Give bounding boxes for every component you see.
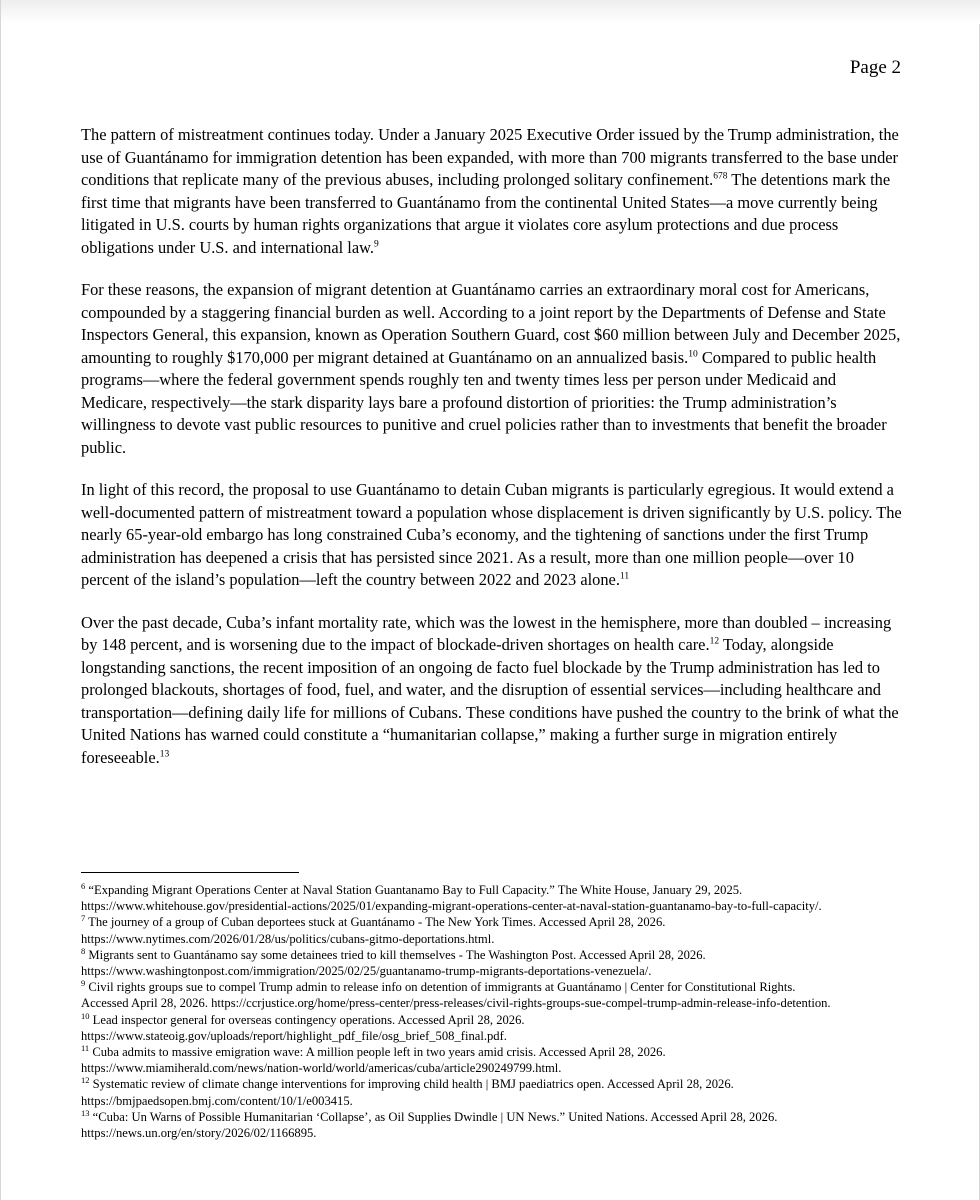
body-text [81, 124, 903, 789]
paragraph [81, 279, 903, 459]
footnote-link[interactable]: https://www.nytimes.com/2026/01/28/us/politics/cubans-gitmo-deportations.html. [81, 931, 495, 946]
footnote-ref[interactable]: 13 [159, 749, 170, 760]
footnote-link[interactable]: https://news.un.org/en/story/2026/02/1166895. [81, 1126, 317, 1141]
footnote-ref[interactable]: 10 [688, 349, 698, 360]
footnote [81, 1109, 911, 1141]
paragraph-text: The pattern of mistreatment continues today. Under a January 2025 Executive Order issued by the Trump administration, the use of Guantánamo for immigration detention has been expanded, with more than 700 migrants transferred to the base under conditions that replicate many of the previous abuses, including prolonged solitary confinement. [81, 125, 899, 189]
footnote-text: Civil rights groups sue to compel Trump admin to release info on detention of immigrants at Guantánamo | Center for Constitutional Rights. [88, 980, 796, 995]
footnote-text: The journey of a group of Cuban deportees stuck at Guantánamo - The New York Times. Accessed April 28, 2026. [88, 915, 666, 930]
paragraph-text: The detentions mark the first time that migrants have been transferred to Guantánamo from the continental United States—a move currently being litigated in U.S. courts by human rights organizations that argue it violates core asylum protections and due process obligations under U.S. and international law. [81, 170, 891, 257]
footnote-text: Lead inspector general for overseas contingency operations. Accessed April 28, 2026. [92, 1012, 525, 1027]
paragraph-text: Over the past decade, Cuba’s infant mortality rate, which was the lowest in the hemisphere, more than doubled – increasing by 148 percent, and is worsening due to the impact of blockade-driven shortages on health care. [81, 612, 892, 654]
footnote-separator [81, 872, 299, 873]
paragraph-text: For these reasons, the expansion of migrant detention at Guantánamo carries an extraordinary moral cost for Americans, compounded by a staggering financial burden as well. According to a joint report by the Departments of Defense and State Inspectors General, this expansion, known as Operation Southern Guard, cost $60 million between July and December 2025, amounting to roughly $170,000 per migrant detained at Guantánamo on an annualized basis. [81, 280, 901, 367]
footnote [81, 979, 911, 1011]
page-number: Page 2 [849, 57, 901, 78]
footnote [81, 1076, 911, 1108]
page-top-shade [1, 0, 980, 24]
footnote-link[interactable]: https://bmjpaedsopen.bmj.com/content/10/1/e003415. [81, 1093, 353, 1108]
footnote-text: Systematic review of climate change interventions for improving child health | BMJ paediatrics open. Accessed April 28, 2026. [92, 1077, 734, 1092]
footnote-link[interactable]: Accessed April 28, 2026. https://ccrjustice.org/home/press-center/press-releases/civil-rights-groups-sue-compel-trump-admin-release-info-detention. [81, 996, 831, 1011]
footnote [81, 882, 911, 914]
footnote-number: 12 [81, 1075, 90, 1086]
footnote-number: 9 [81, 978, 86, 989]
footnote-text: Migrants sent to Guantánamo say some detainees tried to kill themselves - The Washington Post. Accessed April 28, 2026. [88, 947, 706, 962]
footnote-number: 8 [81, 945, 86, 956]
paragraph-text: In light of this record, the proposal to use Guantánamo to detain Cuban migrants is particularly egregious. It would extend a well-documented pattern of mistreatment toward a population whose displacement is driven significantly by U.S. policy. The nearly 65-year-old embargo has long constrained Cuba’s economy, and the tightening of sanctions under the first Trump administration has deepened a crisis that has persisted since 2021. As a result, more than one million people—over 10 percent of the island’s population—left the country between 2022 and 2023 alone. [81, 480, 902, 589]
footnote-link[interactable]: https://www.stateoig.gov/uploads/report/highlight_pdf_file/osg_brief_508_final.pdf. [81, 1028, 507, 1043]
paragraph-text: Today, alongside longstanding sanctions, the recent imposition of an ongoing de facto fuel blockade by the Trump administration has led to prolonged blackouts, shortages of food, fuel, and water, and the disruption of essential services—including healthcare and transportation—defining daily life for millions of Cubans. These conditions have pushed the country to the brink of what the United Nations has warned could constitute a “humanitarian collapse,” making a further surge in migration entirely foreseeable. [81, 635, 899, 767]
footnote-number: 6 [81, 880, 86, 891]
footnote [81, 947, 911, 979]
footnote-ref[interactable]: 678 [713, 171, 728, 182]
footnote-ref[interactable]: 12 [709, 636, 720, 647]
paragraph [81, 612, 903, 770]
footnote-ref[interactable]: 11 [619, 571, 630, 582]
footnote-link[interactable]: https://www.whitehouse.gov/presidential-actions/2025/01/expanding-migrant-operations-center-at-naval-station-guantanamo-bay-to-full-capacity/. [81, 899, 822, 914]
footnote-link[interactable]: https://www.washingtonpost.com/immigration/2025/02/25/guantanamo-trump-migrants-deportations-venezuela/. [81, 964, 652, 979]
footnote [81, 1044, 911, 1076]
footnotes [81, 882, 911, 1141]
footnote-number: 7 [81, 913, 86, 924]
footnote-text: “Cuba: Un Warns of Possible Humanitarian ‘Collapse’, as Oil Supplies Dwindle | UN News.” United Nations. Accessed April 28, 2026. [92, 1109, 778, 1124]
footnote-link[interactable]: https://www.miamiherald.com/news/nation-world/world/americas/cuba/article290249799.html. [81, 1061, 562, 1076]
paragraph [81, 479, 903, 592]
footnote-number: 10 [81, 1010, 90, 1021]
paragraph [81, 124, 903, 259]
footnote-number: 13 [81, 1107, 90, 1118]
footnote-number: 11 [81, 1042, 90, 1053]
footnote [81, 1012, 911, 1044]
footnote [81, 914, 911, 946]
footnote-text: “Expanding Migrant Operations Center at Naval Station Guantanamo Bay to Full Capacity.” The White House, January 29, 2025. [88, 883, 743, 897]
paragraph-text: Compared to public health programs—where the federal government spends roughly ten and twenty times less per person under Medicaid and Medicare, respectively—the stark disparity lays bare a profound distortion of priorities: the Trump administration’s willingness to devote vast public resources to punitive and cruel policies rather than to investments that benefit the broader public. [81, 347, 887, 457]
footnote-ref[interactable]: 9 [374, 239, 379, 250]
footnote-text: Cuba admits to massive emigration wave: A million people left in two years amid crisis. Accessed April 28, 2026. [92, 1045, 666, 1060]
